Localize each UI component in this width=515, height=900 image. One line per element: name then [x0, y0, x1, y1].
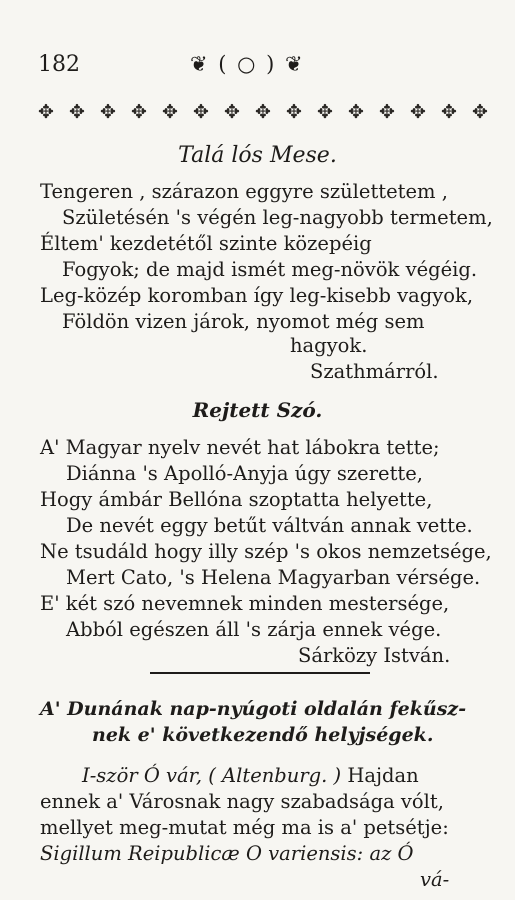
page-header — [0, 52, 515, 82]
poem1-line: Tengeren , szárazon eggyre születtetem , — [40, 180, 448, 203]
ornament-icon: ✥ — [193, 101, 209, 123]
place-name: I-ször Ó vár, ( Altenburg. ) — [82, 764, 342, 787]
ornament-icon: ✥ — [131, 101, 147, 123]
ornament-icon: ✥ — [224, 101, 240, 123]
ornament-icon: ✥ — [255, 101, 271, 123]
ornament-icon: ✥ — [162, 101, 178, 123]
poem2-line: A' Magyar nyelv nevét hat lábokra tette; — [40, 436, 440, 459]
poem2-line: Diánna 's Apolló-Anyja úgy szerette, — [66, 462, 423, 485]
poem2-title: Rejtett Szó. — [192, 398, 323, 422]
poem2-line: De nevét eggy betűt váltván annak vette. — [66, 514, 473, 537]
poem1-line: Fogyok; de majd ismét meg-növök végéig. — [62, 258, 478, 281]
poem1-line: Éltem' kezdetétől szinte közepéig — [40, 232, 372, 255]
ornament-icon: ✥ — [286, 101, 302, 123]
poem2-author: Sárközy István. — [298, 644, 451, 667]
ornament-icon: ✥ — [410, 101, 426, 123]
poem1-author: Szathmárról. — [310, 360, 439, 383]
ornament-icon: ✥ — [69, 101, 85, 123]
poem1-line: Leg-közép koromban így leg-kisebb vagyok, — [40, 284, 474, 307]
ornament-icon: ✥ — [38, 101, 54, 123]
page-number: 182 — [38, 52, 80, 77]
header-ornament: ❦ ( ○ ) ❦ — [190, 52, 305, 76]
ornament-icon: ✥ — [317, 101, 333, 123]
ornament-icon: ✥ — [100, 101, 116, 123]
article-body-line: mellyet meg-mutat még ma is a' petsétje: — [40, 816, 449, 839]
poem1-title: Talá lós Mese. — [178, 143, 337, 168]
ornament-icon: ✥ — [441, 101, 457, 123]
poem2-line: Mert Cato, 's Helena Magyarban vérsége. — [66, 566, 481, 589]
ornament-icon: ✥ — [472, 101, 488, 123]
ornament-icon: ✥ — [379, 101, 395, 123]
article-title-line: nek e' következendő helyjségek. — [92, 724, 434, 746]
article-title-line: A' Dunának nap-nyúgoti oldalán fekűsz- — [40, 698, 467, 720]
poem2-line: Hogy ámbár Bellóna szoptatta helyette, — [40, 488, 433, 511]
article-body-line: ennek a' Városnak nagy szabadsága vólt, — [40, 790, 444, 813]
poem1-line: Földön vizen járok, nyomot még sem — [62, 310, 425, 333]
ornament-icon: ✥ — [348, 101, 364, 123]
poem1-line: hagyok. — [290, 334, 368, 357]
poem1-line: Születésén 's végén leg-nagyobb termetem, — [62, 206, 493, 229]
article-body-line: Sigillum Reipublicæ O variensis: az Ó — [40, 842, 414, 865]
poem2-line: E' két szó nevemnek minden mestersége, — [40, 592, 450, 615]
section-divider — [150, 672, 370, 674]
poem2-line: Ne tsudáld hogy illy szép 's okos nemzetsége, — [40, 540, 492, 563]
poem2-line: Abból egészen áll 's zárja ennek vége. — [66, 618, 442, 641]
article-body-line: I-ször Ó vár, ( Altenburg. ) Hajdan — [82, 764, 419, 787]
latin-inscription: Sigillum Reipublicæ O variensis: — [40, 842, 364, 865]
ornamental-border — [38, 100, 488, 124]
catchword: vá- — [420, 868, 450, 891]
